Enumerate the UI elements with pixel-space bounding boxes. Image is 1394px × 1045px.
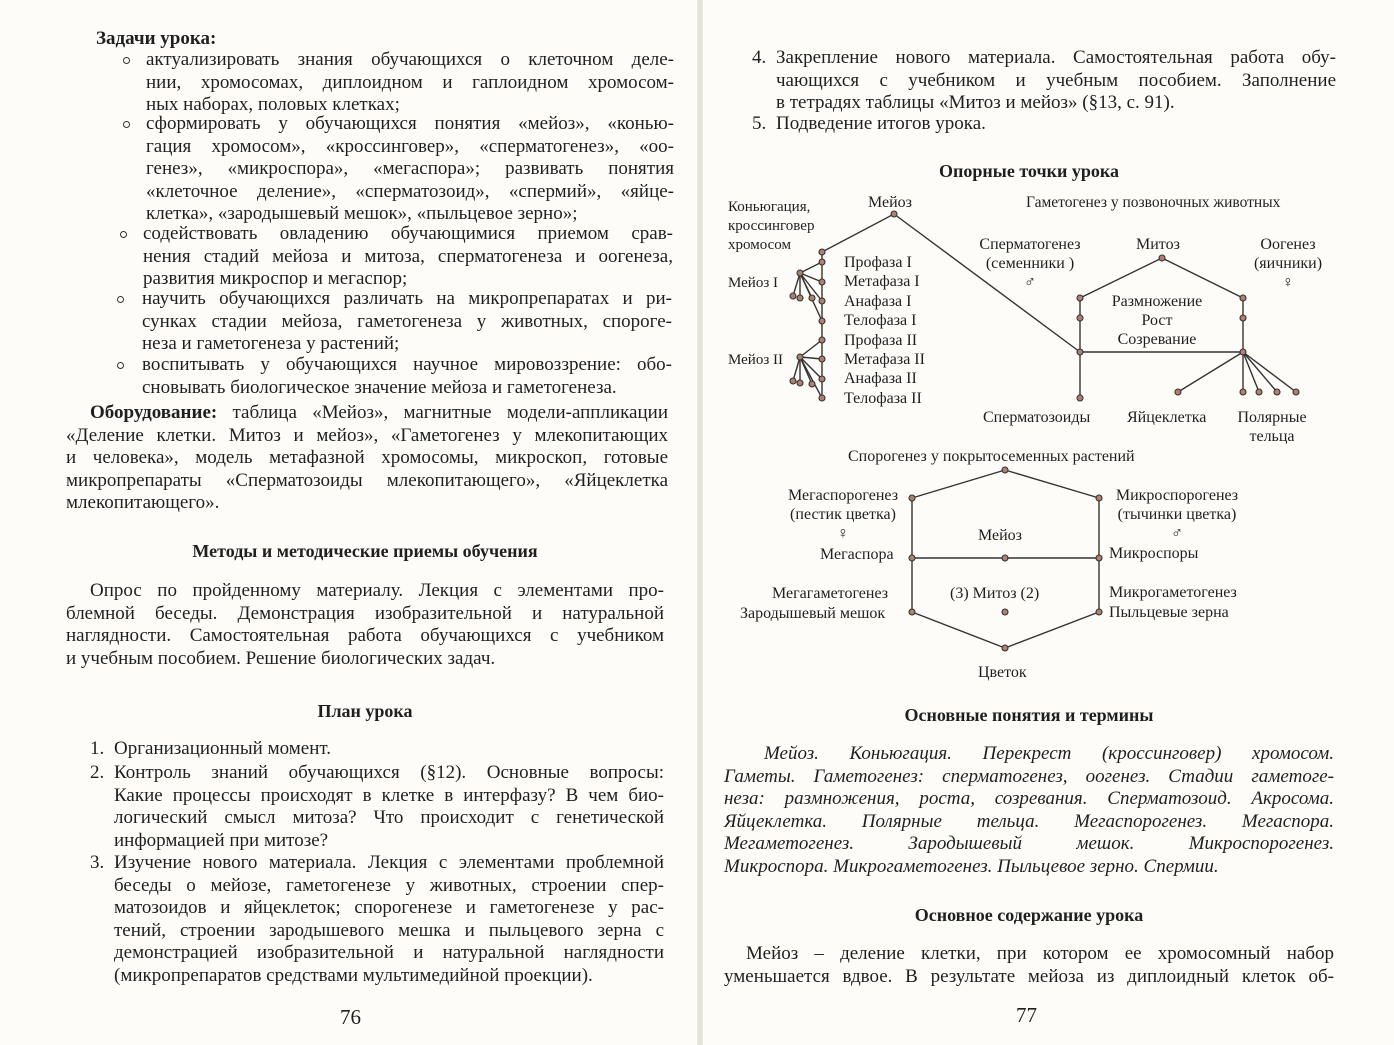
megaspore-label: Мегаспора: [820, 546, 894, 563]
key-points-heading: Опорные точки урока: [939, 161, 1119, 181]
phases-list: Профаза I Метафаза I Анафаза I Телофаза I Профаза II Метафаза II Анафаза II Телофаза II: [844, 254, 925, 407]
plan-item-5: Подведение итогов урока.: [776, 113, 986, 134]
plan-item-1: Организационный момент.: [114, 738, 331, 759]
task-item-2: сформировать у обучающихся понятия «мейоз», «конью- гация хромосом», «кроссинговер», «сперматогенез», «оо- генез», «микроспора», «мегаспора»; развивать понятия «клеточное деление», «сперматозоид», «спермий», «яйце- клетка», «зародышевый мешок», «пыльцевое зерно»;: [146, 113, 674, 225]
plan-number: 5.: [752, 113, 767, 134]
plant-meiosis-label: Мейоз: [978, 527, 1022, 544]
sporogenesis-title: Спорогенез у покрытосеменных растений: [848, 448, 1135, 465]
content-heading: Основное содержание урока: [914, 905, 1144, 925]
task-item-1: актуализировать знания обучающихся о клеточном деле- нии, хромосомах, диплоидном и гаплоидном хромосом- ных наборах, половых клетках;: [146, 49, 674, 116]
task-item-5: воспитывать у обучающихся научное мировоззрение: обо- сновывать биологическое значение мейоза и гаметогенеза.: [142, 354, 672, 398]
microsporogenesis-label: Микроспорогенез (тычинки цветка) ♂: [1115, 487, 1239, 542]
microspores-label: Микроспоры: [1109, 545, 1199, 562]
meiosis1-label: Мейоз I: [728, 275, 778, 291]
spermatogenesis-label: Сперматогенез (семенники ) ♂: [979, 236, 1081, 291]
plan-number: 3.: [90, 852, 105, 873]
pollen-label: Пыльцевые зерна: [1109, 604, 1229, 621]
gametogenesis-stages: Размножение Рост Созревание: [1111, 293, 1203, 348]
tasks-heading: Задачи урока:: [96, 28, 217, 49]
methods-heading: Методы и методические приемы обучения: [192, 541, 538, 561]
plan-number: 1.: [90, 738, 105, 759]
conjugation-label: Коньюгация, кроссинговер хромосом: [728, 199, 815, 253]
equipment-label: Оборудование:: [90, 402, 218, 423]
methods-paragraph: Опрос по пройденному материалу. Лекция с элементами про- блемной беседы. Демонстрация изобразительной и натуральной наглядности. Самостоятельная работа обучающихся с учебником и учебным пособием. Решение биологических задач.: [66, 580, 664, 669]
mitosis-label: Митоз: [1136, 236, 1180, 253]
page-number: 77: [1016, 1003, 1037, 1027]
megasporogenesis-label: Мегаспорогенез (пестик цветка) ♀: [787, 487, 899, 542]
gametogenesis-title: Гаметогенез у позвоночных животных: [1026, 194, 1281, 211]
meiosis-label: Мейоз: [868, 194, 912, 211]
task-item-4: научить обучающихся различать на микропрепаратах и ри- сунках стадии мейоза, гаметогенеза у животных, спороге- неза и гаметогенеза у растений;: [142, 288, 672, 355]
task-item-3: содействовать овладению обучающимися приемом срав- нения стадий мейоза и митоза, сперматогенеза и оогенеза, развития микроспор и мегаспор;: [143, 223, 673, 290]
flower-label: Цветок: [978, 664, 1027, 681]
content-paragraph: Мейоз – деление клетки, при котором ее хромосомный набор уменьшается вдвое. В результате мейоза из диплоидный клеток об-: [724, 943, 1334, 987]
polar-bodies-label: Полярные тельца: [1237, 409, 1307, 445]
page-number: 76: [340, 1005, 361, 1029]
plan-number: 4.: [752, 47, 767, 68]
meiosis2-label: Мейоз II: [728, 352, 783, 368]
megagametogenesis-label: Мегагаметогенез: [772, 585, 889, 602]
terms-paragraph: Мейоз. Коньюгация. Перекрест (кроссинговер) хромосом. Гаметы. Гаметогенез: сперматогенез, оогенез. Стадии гаметоге- неза: размножения, роста, созревания. Сперматозоид. Акросома. Яйцеклетка. Полярные тельца. Мегаспорогенез. Мегаспора. Мегаметогенез. Зародышевый мешок. Микроспорогенез. Микроспора. Микрогаметогенез. Пыльцевое зерно. Спермии.: [724, 743, 1334, 877]
oogenesis-label: Оогенез (яичники) ♀: [1253, 236, 1323, 291]
plan-item-3: Изучение нового материала. Лекция с элементами проблемной беседы о мейозе, гаметогенезе у животных, строении спер- матозоидов и яйцеклеток; спорогенезе и гаметогенезе у рас- тений, строении зародышевого мешка и пыльцевого зерна с демонстрацией изобразительной и натуральной наглядности (микропрепаратов средствами мультимедийной проекции).: [114, 852, 664, 986]
plan-item-4: Закрепление нового материала. Самостоятельная работа обу- чающихся с учебником и учебным пособием. Заполнение в тетрадях таблицы «Митоз и мейоз» (§13, с. 91).: [776, 47, 1336, 114]
microgametogenesis-label: Микрогаметогенез: [1109, 584, 1237, 601]
plan-heading: План урока: [317, 701, 413, 721]
plan-item-2: Контроль знаний обучающихся (§12). Основные вопросы: Какие процессы происходят в клетке в интерфазу? В чем био- логический смысл митоза? Что происходит с генетической информацией при митозе?: [114, 762, 664, 851]
embryo-sac-label: Зародышевый мешок: [740, 605, 886, 622]
plant-mitosis-label: (3) Митоз (2): [950, 585, 1040, 602]
plan-number: 2.: [90, 762, 105, 783]
terms-heading: Основные понятия и термины: [904, 705, 1154, 725]
spermatozoa-label: Сперматозоиды: [983, 409, 1091, 426]
egg-label: Яйцеклетка: [1127, 409, 1207, 426]
equipment-paragraph: Оборудование: таблица «Мейоз», магнитные модели-аппликации «Деление клетки. Митоз и мейоз», «Гаметогенез у млекопитающих и человека», модель метафазной хромосомы, микроскоп, готовые микропрепараты «Сперматозоиды млекопитающего», «Яйцеклетка млекопитающего».: [66, 402, 668, 514]
